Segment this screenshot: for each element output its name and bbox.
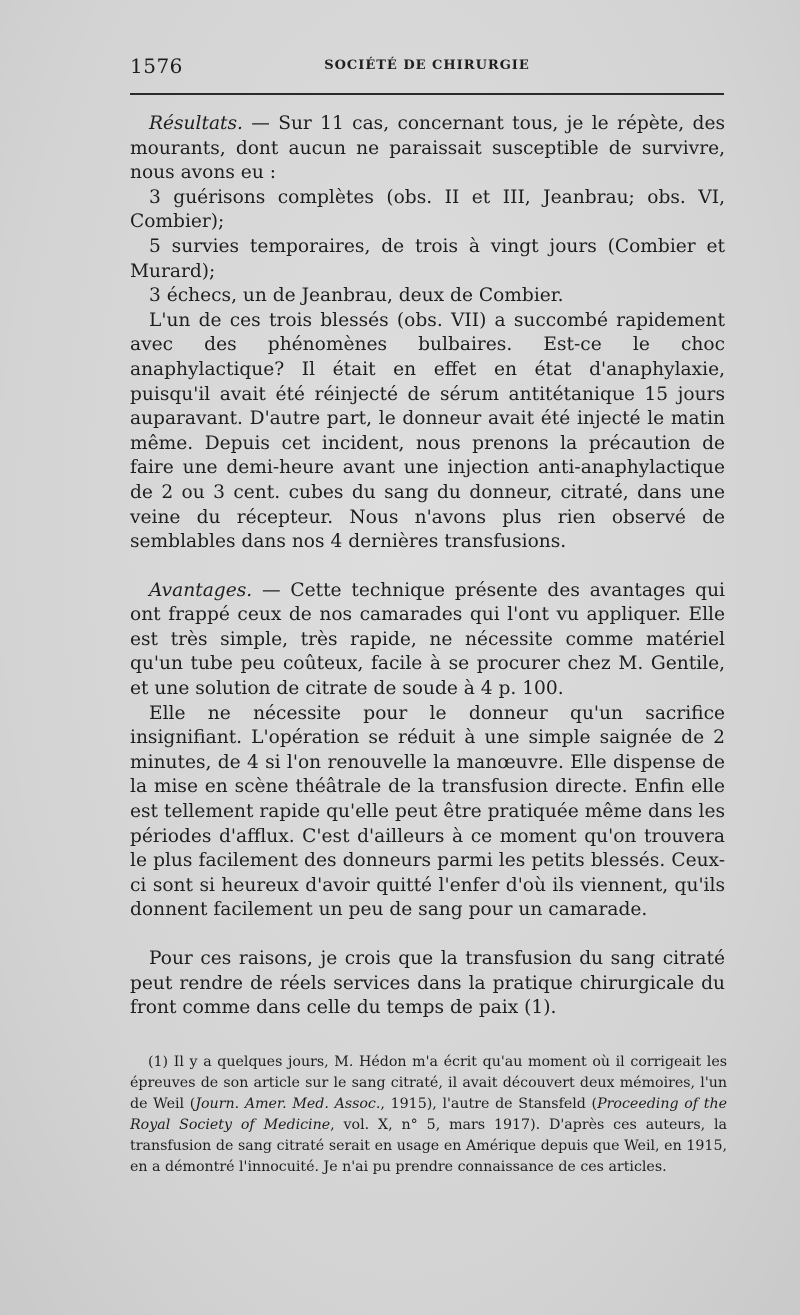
running-title: SOCIÉTÉ DE CHIRURGIE bbox=[324, 58, 530, 73]
results-heading: Résultats. bbox=[149, 113, 243, 134]
result-item-3: 3 échecs, un de Jeanbrau, deux de Combier. bbox=[149, 285, 564, 307]
main-text bbox=[130, 112, 725, 1021]
results-intro: — Sur 11 cas, concernant tous, je le répète, des mourants, dont aucun ne paraissait susceptible de survivre, nous avons eu : bbox=[130, 113, 725, 184]
advantages-heading: Avantages. bbox=[149, 579, 253, 601]
footnote-journal-1: Journ. Amer. Med. Assoc. bbox=[195, 1096, 381, 1112]
page-number: 1576 bbox=[130, 54, 183, 78]
footnote-part-2: , 1915), l'autre de Stansfeld ( bbox=[380, 1096, 598, 1112]
anaphylaxis-paragraph: L'un de ces trois blessés (obs. VII) a succombé rapidement avec des phénomènes bulbaires. Est-ce le choc anaphylactique? Il était en effet en état d'anaphylaxie, puisqu'il avait été réinjecté de sérum antitétanique 15 jours auparavant. D'autre part, le donneur avait été injecté le matin même. Depuis cet incident, nous prenons la précaution de faire une demi-heure avant une injection anti-anaphylactique de 2 ou 3 cent. cubes du sang du donneur, citraté, dans une veine du récepteur. Nous n'avons plus rien observé de semblables dans nos 4 dernières transfusions. bbox=[130, 309, 725, 553]
page-header bbox=[130, 54, 724, 84]
advantages-paragraph bbox=[130, 579, 725, 702]
footnote-part-1: (1) Il y a quelques jours, M. Hédon m'a écrit qu'au moment où il corrigeait les épreuves de son article sur le sang citraté, il avait découvert deux mémoires, l'un de Weil ( bbox=[130, 1054, 727, 1112]
result-item-1: 3 guérisons complètes (obs. II et III, Jeanbrau; obs. VI, Combier); bbox=[130, 186, 725, 233]
result-item-2: 5 survies temporaires, de trois à vingt jours (Combier et Murard); bbox=[130, 235, 725, 282]
header-rule bbox=[130, 93, 724, 95]
donor-paragraph: Elle ne nécessite pour le donneur qu'un sacrifice insignifiant. L'opération se réduit à une simple saignée de 2 minutes, de 4 si l'on renouvelle la manœuvre. Elle dispense de la mise en scène théâtrale de la transfusion directe. Enfin elle est tellement rapide qu'elle peut être pratiquée même dans les périodes d'afflux. C'est d'ailleurs à ce moment qu'on trouvera le plus facilement des donneurs parmi les petits blessés. Ceux-ci sont si heureux d'avoir quitté l'enfer d'où ils viennent, qu'ils donnent facilement un peu de sang pour un camarade. bbox=[130, 702, 725, 921]
advantages-intro: — Cette technique présente des avantages qui ont frappé ceux de nos camarades qui l'ont vu appliquer. Elle est très simple, très rapide, ne nécessite comme matériel qu'un tube peu coûteux, facile à se procurer chez M. Gentile, et une solution de citrate de soude à 4 p. 100. bbox=[130, 579, 725, 700]
conclusion-paragraph: Pour ces raisons, je crois que la transfusion du sang citraté peut rendre de réels services dans la pratique chirurgicale du front comme dans celle du temps de paix (1). bbox=[130, 948, 725, 1019]
footnote-part-3: , vol. X, n° 5, mars 1917). D'après ces auteurs, la transfusion de sang citraté serait en usage en Amérique depuis que Weil, en 1915, en a démontré l'innocuité. Je n'ai pu prendre connaissance de ces articles. bbox=[130, 1117, 727, 1175]
footnote-journal-2: Proceeding of the Royal Society of Medicine bbox=[130, 1096, 727, 1133]
results-paragraph bbox=[130, 112, 725, 186]
footnote-text bbox=[130, 1052, 727, 1178]
footnote bbox=[130, 1052, 727, 1178]
